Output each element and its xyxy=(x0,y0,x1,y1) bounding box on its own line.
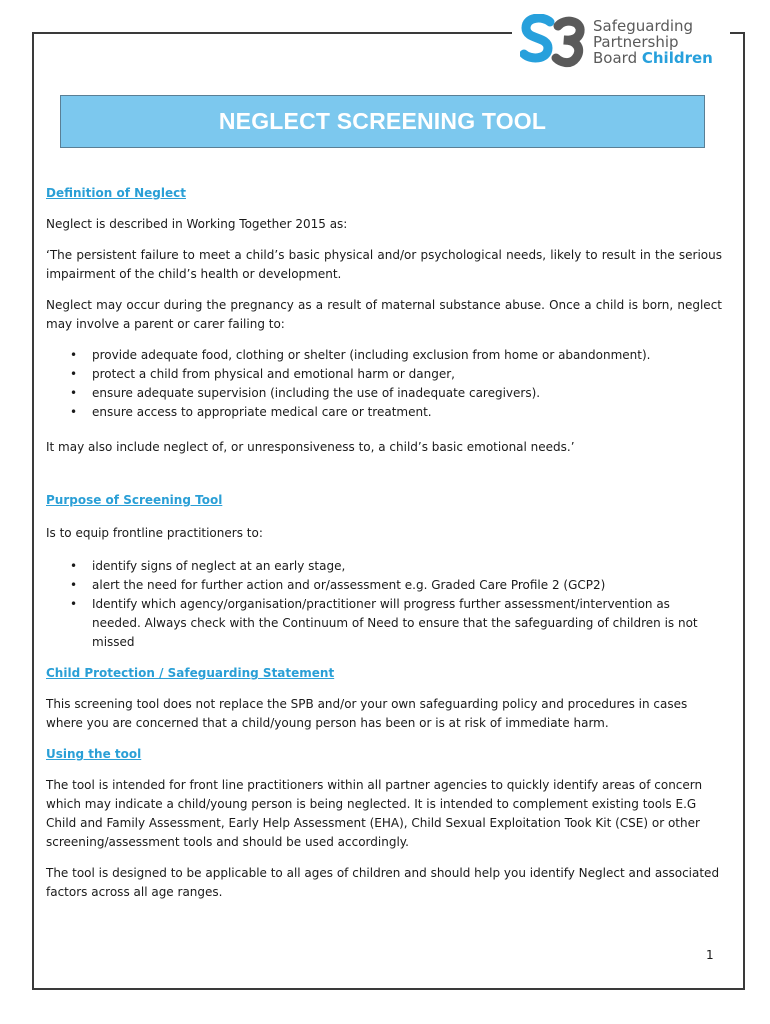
page-number: 1 xyxy=(706,948,714,962)
definition-occur: Neglect may occur during the pregnancy as a result of maternal substance abuse. Once a child is born, neglect may involve a parent or carer failing to: xyxy=(46,298,722,331)
definition-intro: Neglect is described in Working Together 2015 as: xyxy=(46,217,348,231)
document-body xyxy=(46,184,722,902)
definition-bullets xyxy=(46,346,722,422)
logo-line-3 xyxy=(593,50,713,66)
logo-line-1: Safeguarding xyxy=(593,17,694,35)
logo-board: Board xyxy=(593,49,638,67)
title-banner xyxy=(60,95,705,148)
definition-heading: Definition of Neglect xyxy=(46,186,186,200)
using-para-1: The tool is intended for front line practitioners within all partner agencies to quickly identify areas of concern which may indicate a child/young person is being neglected. It is intended to complement existing tools E.G Child and Family Assessment, Early Help Assessment (EHA), Child Sexual Exploitation Took Kit (CSE) or other screening/assessment tools and should be used accordingly. xyxy=(46,778,703,849)
list-item: • identify signs of neglect at an early stage, xyxy=(46,557,722,576)
list-item: • ensure access to appropriate medical care or treatment. xyxy=(46,403,722,422)
logo-children: Children xyxy=(641,49,713,67)
list-item: • provide adequate food, clothing or shelter (including exclusion from home or abandonment). xyxy=(46,346,722,365)
statement-heading: Child Protection / Safeguarding Statement xyxy=(46,666,335,680)
list-item: • alert the need for further action and or/assessment e.g. Graded Care Profile 2 (GCP2) xyxy=(46,576,722,595)
purpose-bullets xyxy=(46,557,722,652)
purpose-intro: Is to equip frontline practitioners to: xyxy=(46,526,263,540)
spb-logo-mark-icon xyxy=(520,14,590,70)
using-heading: Using the tool xyxy=(46,747,142,761)
using-para-2: The tool is designed to be applicable to all ages of children and should help you identify Neglect and associated factors across all age ranges. xyxy=(46,866,720,899)
definition-closing: It may also include neglect of, or unresponsiveness to, a child’s basic emotional needs.’ xyxy=(46,440,575,454)
list-item: • protect a child from physical and emotional harm or danger, xyxy=(46,365,722,384)
spb-logo xyxy=(520,14,730,70)
list-item: • ensure adequate supervision (including the use of inadequate caregivers). xyxy=(46,384,722,403)
definition-quote: ‘The persistent failure to meet a child’s basic physical and/or psychological needs, likely to result in the serious impairment of the child’s health or development. xyxy=(46,248,722,281)
purpose-heading: Purpose of Screening Tool xyxy=(46,493,223,507)
list-item: • Identify which agency/organisation/practitioner will progress further assessment/intervention as needed. Always check with the Continuum of Need to ensure that the safeguarding of children is not missed xyxy=(46,595,722,652)
statement-text: This screening tool does not replace the SPB and/or your own safeguarding policy and procedures in cases where you are concerned that a child/young person has been or is at risk of immediate harm. xyxy=(46,697,688,730)
logo-line-2: Partnership xyxy=(593,33,679,51)
logo-text xyxy=(593,18,713,66)
page-title: NEGLECT SCREENING TOOL xyxy=(218,108,547,134)
